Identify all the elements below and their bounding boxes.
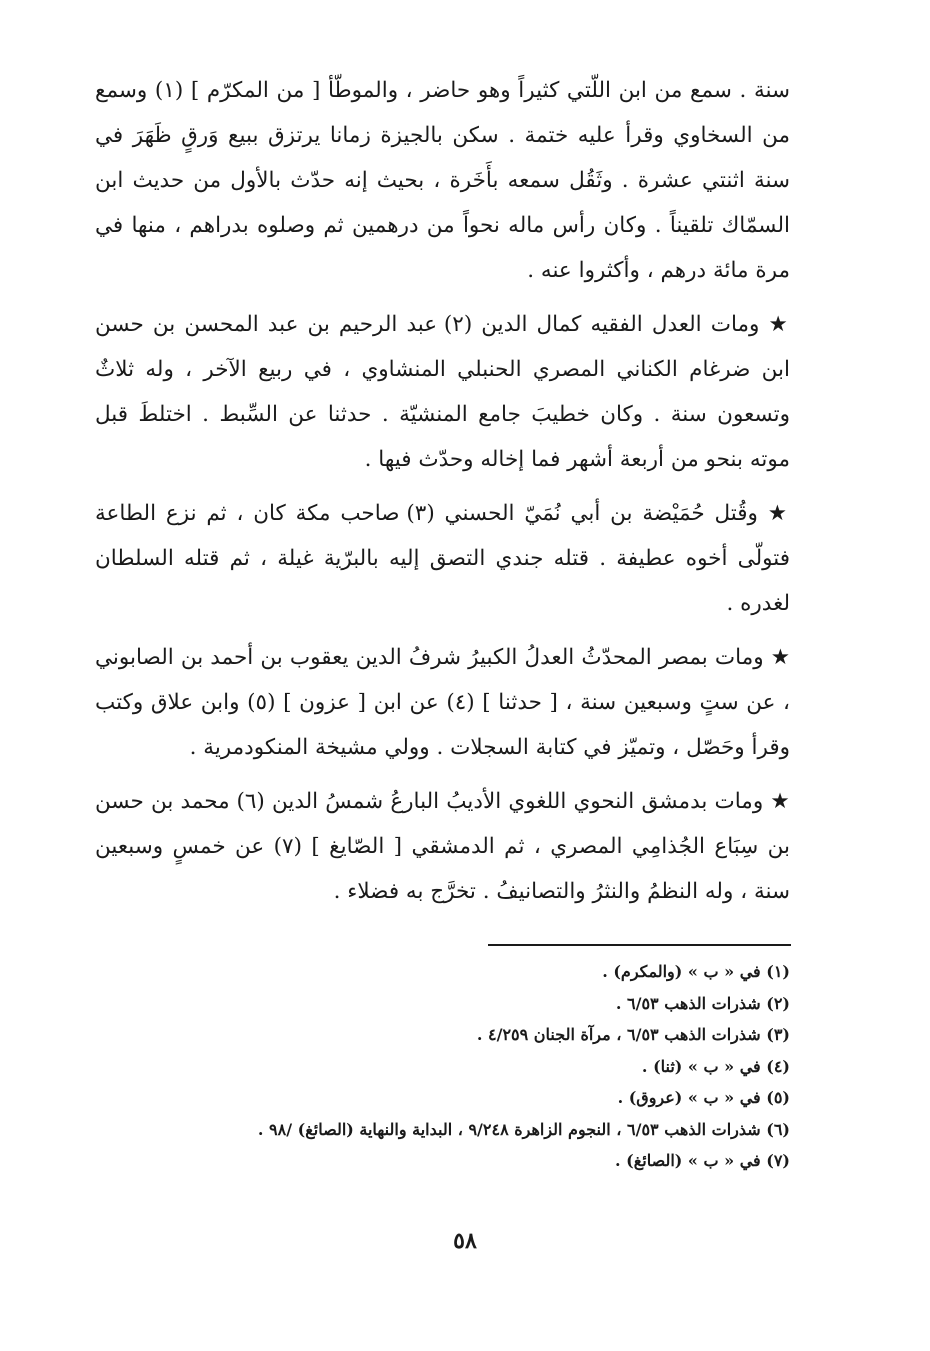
paragraph-4: ★ ومات بمصر المحدّثُ العدلُ الكبيرُ شرفُ الدين يعقوب بن أحمد بن الصابوني ، عن ستٍ وسبعين سنة ، [ حدثنا ] (٤) عن ابن [ عزون ] (٥) وابن علاق وكتب وقرأ وحَصّل ، وتميّز في كتابة السجلات . وولي مشيخة المنكودمرية . xyxy=(95,645,790,760)
footnote-6: (٦) شذرات الذهب ٦/٥٣ ، النجوم الزاهرة ٩/٢٤٨ ، البداية والنهاية (الصائغ) /٩٨ . xyxy=(257,1119,790,1139)
footnote-7: (٧) في « ب » (الصائغ) . xyxy=(615,1151,790,1170)
paragraph-2: ★ ومات العدل الفقيه كمال الدين (٢) عبد الرحيم بن عبد المحسن بن حسن ابن ضرغام الكناني المصري الحنبلي المنشاوي ، في ربيع الآخر ، وله ثلاثٌ وتسعون سنة . وكان خطيبَ جامع المنشيّة . حدثنا عن السِّبط . اختلطَ قبل موته بنحو من أربعة أشهر فما إخاله وحدّث فيها . xyxy=(95,312,790,472)
paragraph-1: سنة . سمع من ابن اللّتي كثيراً وهو حاضر ، والموطّأ [ من المكرّم ] (١) وسمع من السخاوي وقرأ عليه ختمة . سكن بالجيزة زمانا يرتزق ببيع وَرقٍ ظَهَرَ في سنة اثنتي عشرة . وثَقُل سمعه بأَخَرة ، بحيث إنه حدّث بالأول من حديث ابن السمّاك تلقيناً . وكان رأس ماله نحواً من درهمين ثم وصلوه بدراهم ، منها في مرة مائة درهم ، وأكثروا عنه . xyxy=(95,78,790,283)
footnote-divider xyxy=(488,944,791,946)
footnote-5: (٥) في « ب » (عروق) . xyxy=(617,1088,790,1107)
footnote-3: (٣) شذرات الذهب ٦/٥٣ ، مرآة الجنان ٤/٢٥٩ . xyxy=(476,1025,790,1044)
footnote-2: (٢) شذرات الذهب ٦/٥٣ . xyxy=(615,993,790,1013)
paragraph-3: ★ وقُتل حُمَيْضة بن أبي نُمَيّ الحسني (٣) صاحب مكة كان ، ثم نزع الطاعة فتولّى أخوه عطيفة . قتله جندي التصق إليه بالبرّية غيلة ، ثم قتله السلطان لغدره . xyxy=(95,501,790,616)
main-text xyxy=(95,68,790,914)
footnotes xyxy=(130,956,790,1177)
page-number: ٥٨ xyxy=(453,1228,477,1254)
footnote-1: (١) في « ب » (والمكرم) . xyxy=(602,962,790,981)
paragraph-5: ★ ومات بدمشق النحوي اللغوي الأديبُ البارعُ شمسُ الدين (٦) محمد بن حسن بن سِبَاع الجُذامِي المصري ، ثم الدمشقي [ الصّايغ ] (٧) عن خمسٍ وسبعين سنة ، وله النظمُ والنثرُ والتصانيفُ . تخرَّج به فضلاء . xyxy=(95,789,790,904)
footnote-4: (٤) في « ب » (ثنا) . xyxy=(641,1056,790,1076)
